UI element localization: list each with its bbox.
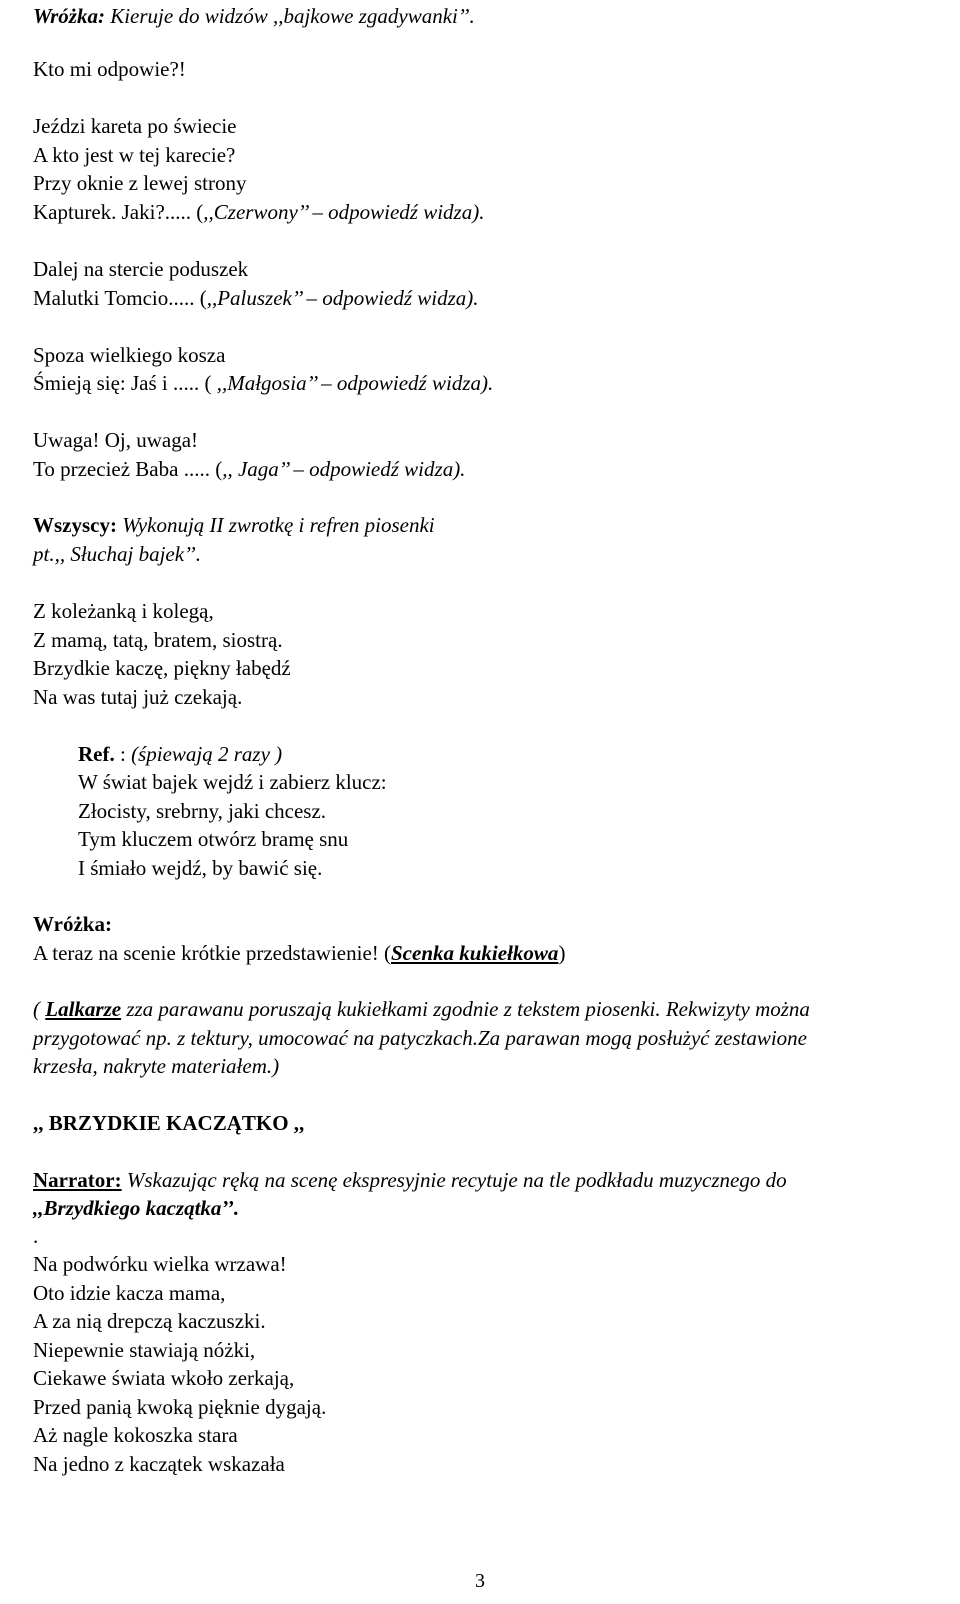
refrain-label: Ref.: [78, 742, 115, 766]
riddle-text: To przecież Baba ..... (: [33, 457, 223, 481]
speaker-label: Wszyscy:: [33, 513, 117, 537]
text-line: Spoza wielkiego kosza: [33, 343, 226, 367]
speaker-label: Wróżka:: [33, 912, 112, 936]
lyric-line: Tym kluczem otwórz bramę snu: [78, 827, 349, 851]
stage-direction: [33, 2, 475, 31]
text-line: Jeździ kareta po świecie: [33, 114, 237, 138]
riddle-answer-line: [33, 198, 484, 227]
lyric-line: Złocisty, srebrny, jaki chcesz.: [78, 799, 327, 823]
text-line: Uwaga! Oj, uwaga!: [33, 428, 199, 452]
poem-line: Na podwórku wielka wrzawa!: [33, 1252, 287, 1276]
scene-title: Scenka kukiełkowa: [391, 941, 559, 965]
poem-line: A za nią drepczą kaczuszki.: [33, 1309, 266, 1333]
stage-direction: [33, 1166, 787, 1195]
direction-text: Wykonują II zwrotkę i refren piosenki: [122, 513, 435, 537]
riddle-text: Kapturek. Jaki?..... (: [33, 200, 204, 224]
section-title: ,, BRZYDKIE KACZĄTKO ,,: [33, 1111, 305, 1135]
stage-note-line: krzesła, nakryte materiałem.): [33, 1054, 280, 1078]
riddle-answer: ,,Czerwony’’ – odpowiedź widza).: [203, 200, 485, 224]
stage-note-line: przygotować np. z tektury, umocować na patyczkach.Za parawan mogą posłużyć zestawione: [33, 1026, 808, 1050]
text-line: Przy oknie z lewej strony: [33, 171, 247, 195]
song-title: pt.,, Słuchaj bajek’’.: [33, 542, 201, 566]
refrain-note: (śpiewają 2 razy ): [131, 742, 283, 766]
note-open: (: [33, 997, 46, 1021]
poem-line: Ciekawe świata wkoło zerkają,: [33, 1366, 295, 1390]
text-line: [33, 939, 565, 968]
riddle-text: Malutki Tomcio..... (: [33, 286, 207, 310]
text-line: Kto mi odpowie?!: [33, 57, 186, 81]
lyric-line: W świat bajek wejdź i zabierz klucz:: [78, 770, 387, 794]
riddle-text: Śmieją się: Jaś i ..... (: [33, 371, 212, 395]
riddle-answer: ,,Paluszek’’ – odpowiedź widza).: [206, 286, 479, 310]
lyric-line: Z koleżanką i kolegą,: [33, 599, 214, 623]
lyric-line: Z mamą, tatą, bratem, siostrą.: [33, 628, 283, 652]
lyric-line: Na was tutaj już czekają.: [33, 685, 243, 709]
riddle-answer-line: [33, 455, 465, 484]
lyric-line: I śmiało wejdź, by bawić się.: [78, 856, 323, 880]
note-who: Lalkarze: [45, 997, 122, 1021]
riddle-answer-line: [33, 369, 493, 398]
riddle-answer: ,,Małgosia’’ – odpowiedź widza).: [211, 371, 494, 395]
poem-line: Niepewnie stawiają nóżki,: [33, 1338, 256, 1362]
poem-title: ,,Brzydkiego kaczątka’’.: [33, 1196, 240, 1220]
text-line: .: [33, 1224, 39, 1248]
riddle-answer-line: [33, 284, 479, 313]
text-line: Dalej na stercie poduszek: [33, 257, 249, 281]
line-text: A teraz na scenie krótkie przedstawienie! (: [33, 941, 391, 965]
refrain-colon: :: [114, 742, 132, 766]
direction-text: [33, 540, 201, 569]
text-line: A kto jest w tej karecie?: [33, 143, 236, 167]
line-close: ): [558, 941, 566, 965]
lyric-line: Brzydkie kaczę, piękny łabędź: [33, 656, 291, 680]
speaker-label: Narrator:: [33, 1168, 122, 1192]
poem-line: Na jedno z kaczątek wskazała: [33, 1452, 285, 1476]
poem-line: Aż nagle kokoszka stara: [33, 1423, 238, 1447]
poem-line: Oto idzie kacza mama,: [33, 1281, 226, 1305]
direction-text: Wskazując ręką na scenę ekspresyjnie recytuje na tle podkładu muzycznego do: [121, 1168, 787, 1192]
refrain-header: [78, 740, 282, 769]
stage-note: [33, 995, 810, 1024]
stage-direction: [33, 511, 435, 540]
note-text: zza parawanu poruszają kukiełkami zgodnie z tekstem piosenki. Rekwizyty można: [121, 997, 810, 1021]
page-number: 3: [475, 1570, 485, 1592]
poem-line: Przed panią kwoką pięknie dygają.: [33, 1395, 327, 1419]
speaker-label: Wróżka:: [33, 4, 105, 28]
direction-text: Kieruje do widzów ,,bajkowe zgadywanki’’.: [110, 4, 475, 28]
riddle-answer: ,, Jaga’’ – odpowiedź widza).: [222, 457, 466, 481]
